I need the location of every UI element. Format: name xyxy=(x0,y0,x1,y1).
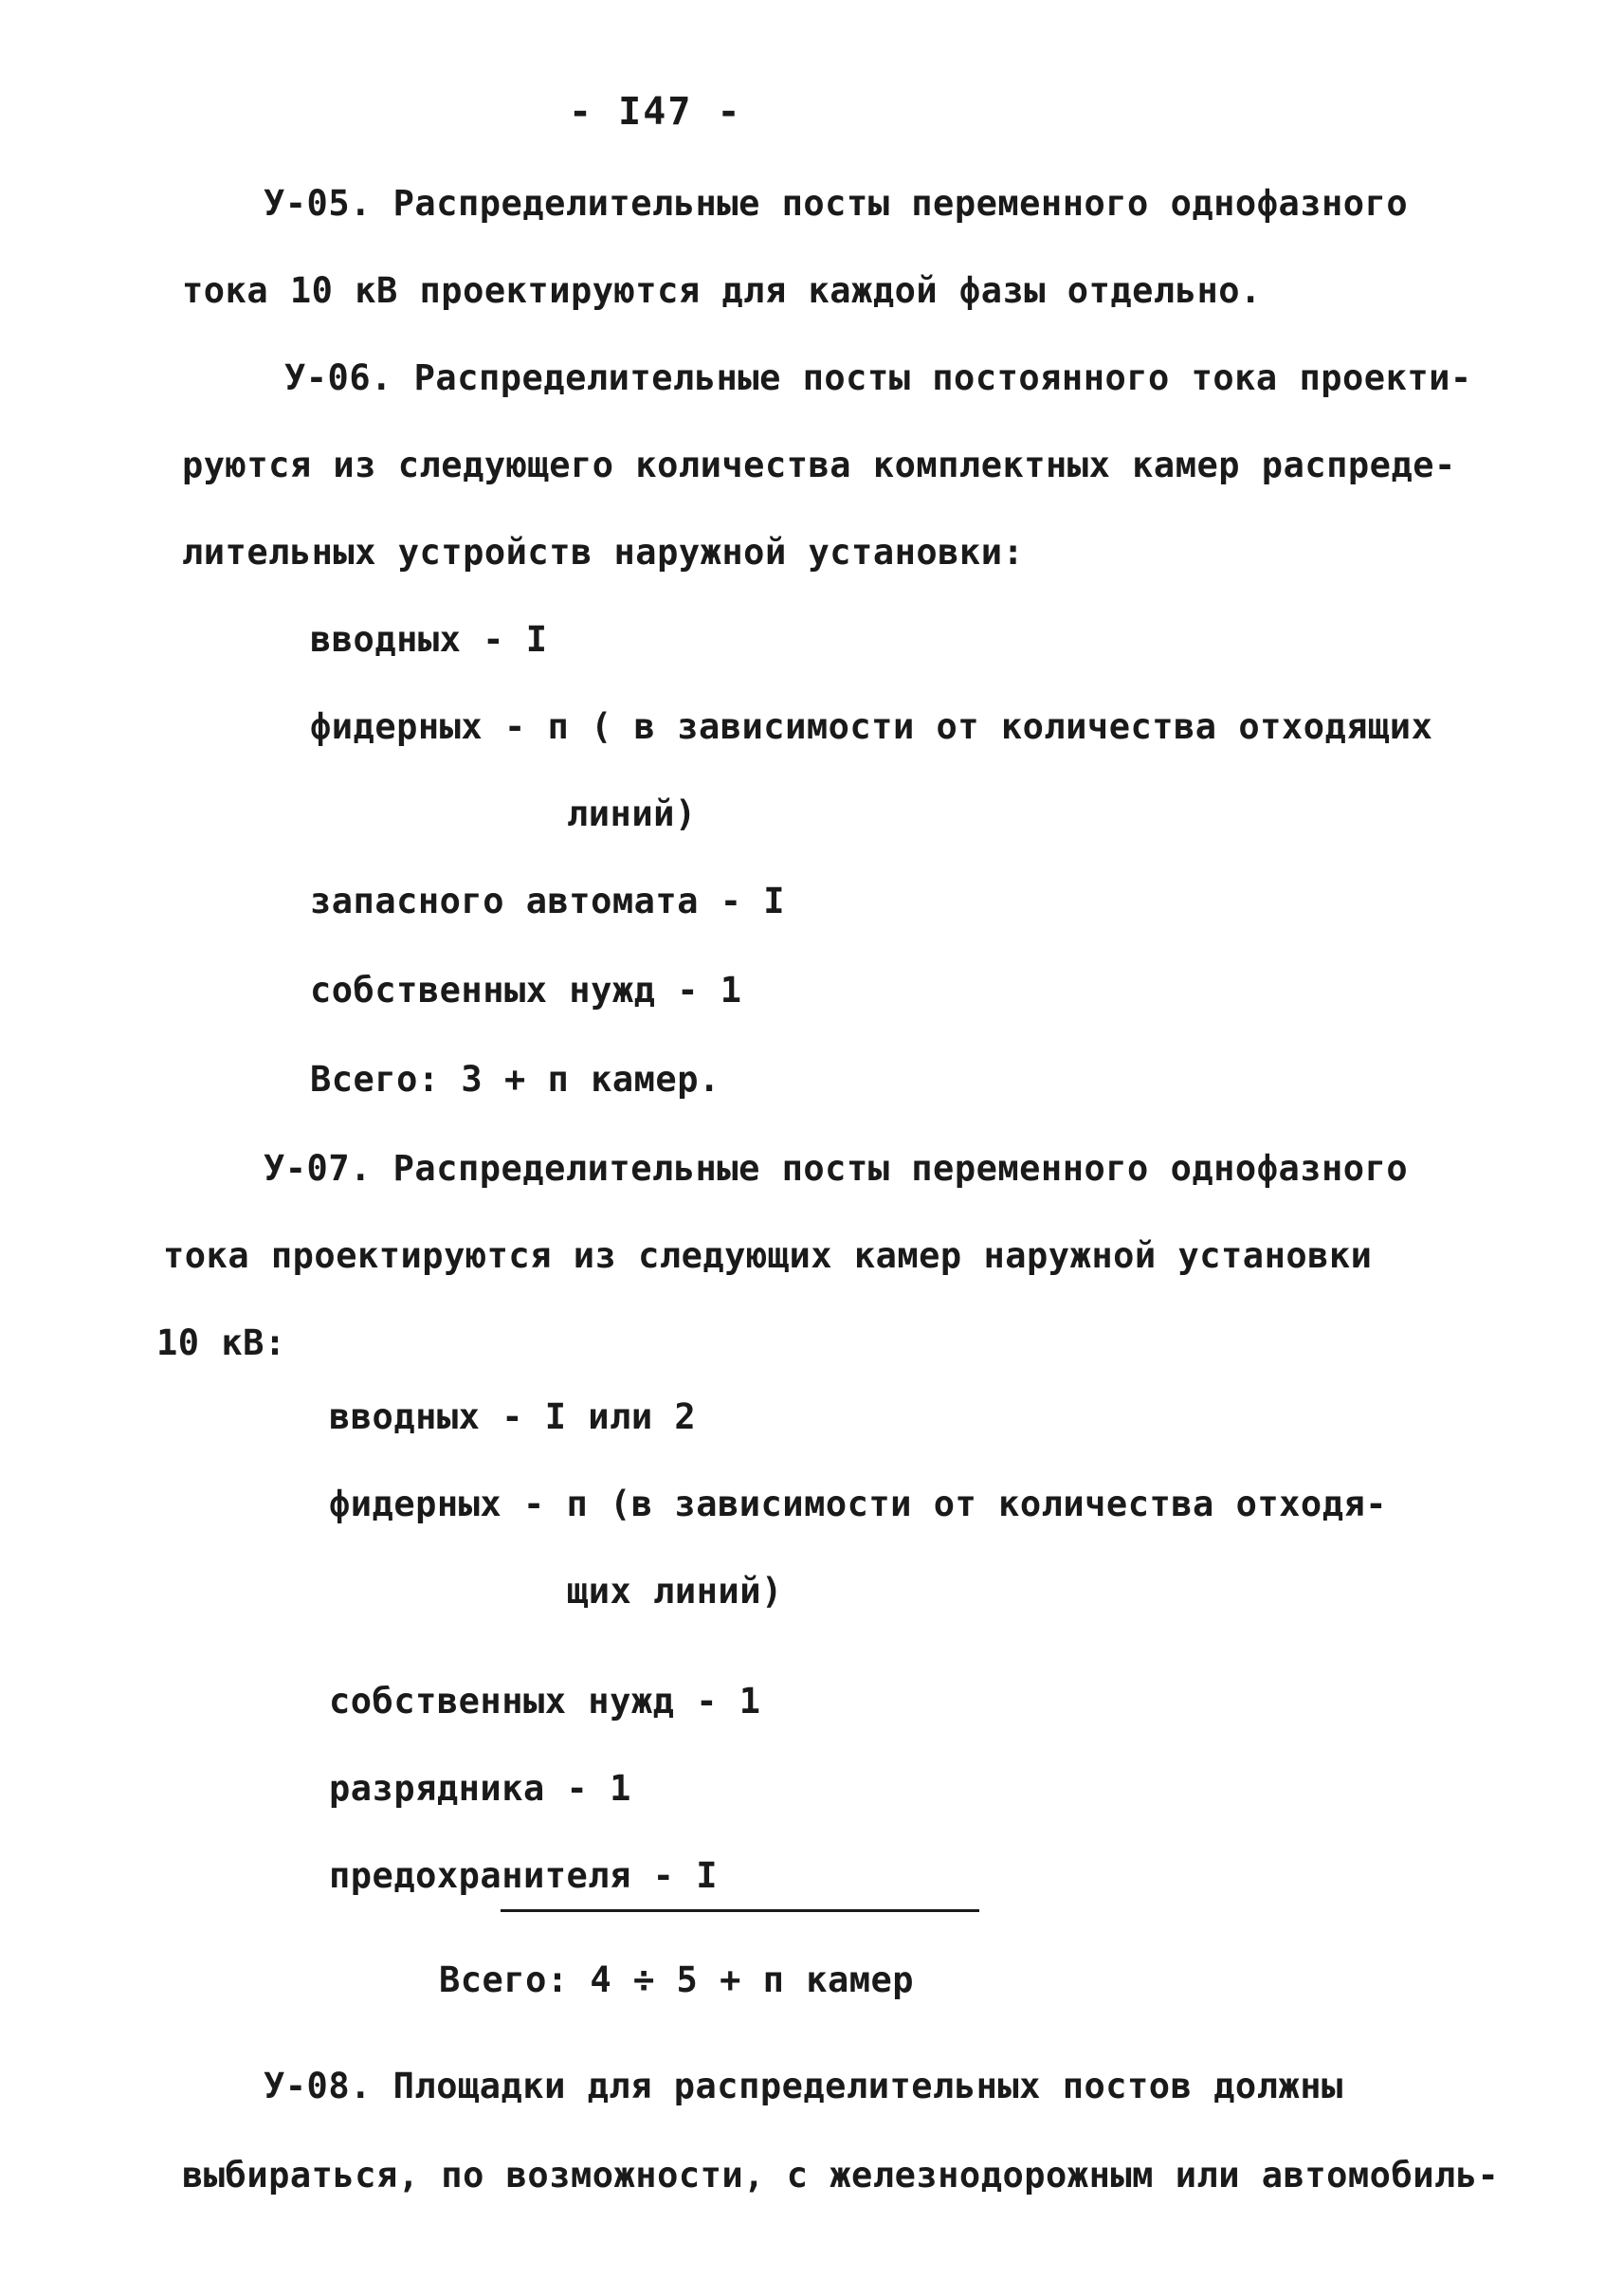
list06-fidernyh-line-1: фидерных - п ( в зависимости от количества отходящих xyxy=(310,706,1433,747)
list07-sobstvennyh: собственных нужд - 1 xyxy=(329,1681,761,1722)
paragraph-u08-line-1: У-08. Площадки для распределительных постов должны xyxy=(264,2066,1343,2106)
list07-vvodnyh: вводных - I или 2 xyxy=(329,1396,697,1437)
paragraph-u07-line-3: 10 кВ: xyxy=(156,1322,286,1363)
paragraph-u07-line-2: тока проектируются из следующих камер наружной установки xyxy=(163,1235,1373,1276)
list07-razryadnika: разрядника - 1 xyxy=(329,1768,631,1809)
list06-total: Всего: 3 + п камер. xyxy=(310,1059,720,1100)
sum-underline xyxy=(501,1909,979,1912)
paragraph-u06-line-2: руются из следующего количества комплектных камер распреде- xyxy=(182,445,1456,485)
list07-predohranitelya: предохранителя - I xyxy=(329,1855,718,1896)
list07-fidernyh-line-2: щих линий) xyxy=(567,1571,783,1612)
paragraph-u05-line-2: тока 10 кВ проектируются для каждой фазы отдельно. xyxy=(182,270,1262,311)
list06-zapasnogo: запасного автомата - I xyxy=(310,881,786,921)
paragraph-u08-line-2: выбираться, по возможности, с железнодорожным или автомобиль- xyxy=(182,2155,1500,2196)
list06-fidernyh-line-2: линий) xyxy=(567,793,697,834)
list06-sobstvennyh: собственных нужд - 1 xyxy=(310,970,742,1011)
paragraph-u06-line-3: лительных устройств наружной установки: xyxy=(182,532,1025,573)
paragraph-u05-line-1: У-05. Распределительные посты переменного однофазного xyxy=(264,183,1409,224)
list07-fidernyh-line-1: фидерных - п (в зависимости от количества отходя- xyxy=(329,1484,1388,1524)
list07-total: Всего: 4 ÷ 5 + п камер xyxy=(439,1959,915,2000)
page-number: - I47 - xyxy=(569,90,742,134)
paragraph-u06-line-1: У-06. Распределительные посты постоянного тока проекти- xyxy=(284,357,1472,398)
list06-vvodnyh: вводных - I xyxy=(310,619,548,660)
paragraph-u07-line-1: У-07. Распределительные посты переменного однофазного xyxy=(264,1148,1409,1189)
